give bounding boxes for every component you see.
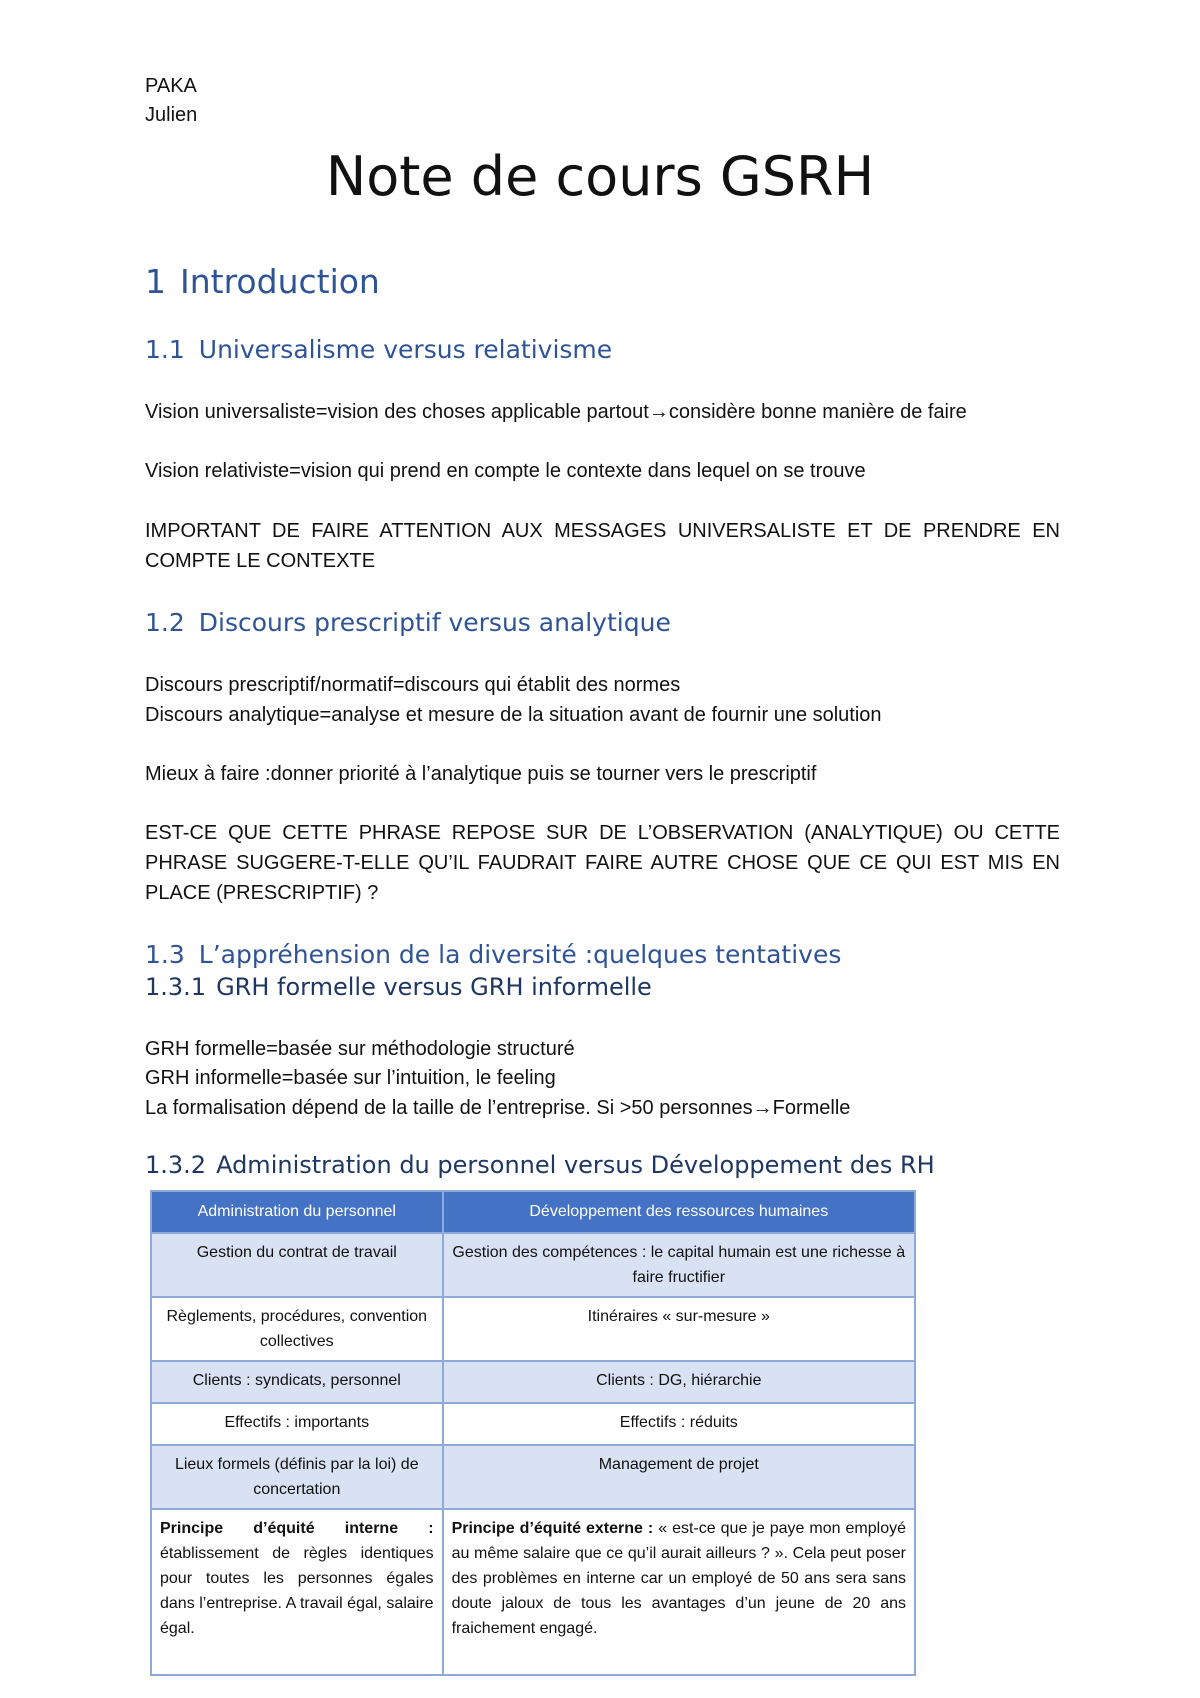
column-header: Développement des ressources humaines: [443, 1191, 915, 1233]
heading-number: 1.2: [145, 608, 185, 637]
principle-label: Principe d’équité interne :: [160, 1520, 434, 1537]
paragraph: GRH formelle=basée sur méthodologie structuré: [145, 1038, 575, 1060]
table-cell: Itinéraires « sur-mesure »: [443, 1297, 915, 1361]
principle-text: établissement de règles identiques pour toutes les personnes égales dans l’entreprise. A travail égal, salaire égal.: [160, 1545, 434, 1637]
paragraph: Mieux à faire :donner priorité à l’analytique puis se tourner vers le prescriptif: [145, 763, 817, 785]
heading-text: L’appréhension de la diversité :quelques tentatives: [198, 940, 842, 969]
table-cell: Lieux formels (définis par la loi) de concertation: [151, 1445, 443, 1509]
heading-1-2: [145, 608, 671, 637]
author-last-name: PAKA: [145, 75, 197, 97]
table-row: [151, 1445, 915, 1509]
paragraph: EST-CE QUE CETTE PHRASE REPOSE SUR DE L’OBSERVATION (ANALYTIQUE) OU CETTE PHRASE SUGGERE-T-ELLE QU’IL FAUDRAIT FAIRE AUTRE CHOSE QUE CE QUI EST MIS EN PLACE (PRESCRIPTIF) ?: [145, 822, 1060, 904]
table-cell: Clients : DG, hiérarchie: [443, 1361, 915, 1403]
principle-label: Principe d’équité externe :: [451, 1520, 654, 1537]
heading-1-3-2: [145, 1151, 935, 1179]
heading-number: 1.3: [145, 940, 185, 969]
table-cell: Clients : syndicats, personnel: [151, 1361, 443, 1403]
heading-text: GRH formelle versus GRH informelle: [216, 973, 652, 1001]
heading-text: Universalisme versus relativisme: [198, 335, 613, 364]
paragraph: Vision universaliste=vision des choses applicable partout→considère bonne manière de faire: [145, 401, 967, 423]
heading-number: 1: [145, 262, 166, 301]
paragraph: GRH informelle=basée sur l’intuition, le feeling: [145, 1067, 556, 1089]
paragraph: Discours prescriptif/normatif=discours qui établit des normes: [145, 674, 681, 696]
heading-number: 1.1: [145, 335, 185, 364]
table-cell: Règlements, procédures, convention collectives: [151, 1297, 443, 1361]
heading-number: 1.3.2: [145, 1151, 207, 1179]
table-row: [151, 1403, 915, 1445]
heading-text: Discours prescriptif versus analytique: [198, 608, 671, 637]
paragraph: IMPORTANT DE FAIRE ATTENTION AUX MESSAGES UNIVERSALISTE ET DE PRENDRE EN COMPTE LE CONTEXTE: [145, 520, 1060, 572]
table-row: [151, 1233, 915, 1297]
comparison-table: [150, 1190, 916, 1676]
table-cell: Effectifs : importants: [151, 1403, 443, 1445]
heading-1-3: [145, 940, 841, 969]
heading-1-3-1: [145, 973, 652, 1001]
table-cell: [443, 1509, 915, 1675]
author-first-name: Julien: [145, 104, 198, 126]
table-header-row: [151, 1191, 915, 1233]
paragraph: La formalisation dépend de la taille de l’entreprise. Si >50 personnes→Formelle: [145, 1097, 851, 1119]
column-header: Administration du personnel: [151, 1191, 443, 1233]
paragraph: Vision relativiste=vision qui prend en compte le contexte dans lequel on se trouve: [145, 460, 866, 482]
heading-introduction: [145, 262, 380, 301]
table-cell: Gestion des compétences : le capital humain est une richesse à faire fructifier: [443, 1233, 915, 1297]
table-row: [151, 1297, 915, 1361]
table-cell: Management de projet: [443, 1445, 915, 1509]
paragraph: Discours analytique=analyse et mesure de la situation avant de fournir une solution: [145, 704, 882, 726]
document-title: Note de cours GSRH: [325, 145, 875, 208]
heading-number: 1.3.1: [145, 973, 207, 1001]
table-cell: Gestion du contrat de travail: [151, 1233, 443, 1297]
heading-text: Administration du personnel versus Développement des RH: [216, 1151, 935, 1179]
table-row: [151, 1509, 915, 1675]
table-cell: [151, 1509, 443, 1675]
heading-text: Introduction: [180, 262, 380, 301]
table-row: [151, 1361, 915, 1403]
heading-1-1: [145, 335, 612, 364]
table-cell: Effectifs : réduits: [443, 1403, 915, 1445]
principle-text: « est-ce que je paye mon employé au même salaire que ce qu’il aurait ailleurs ? ». Cela peut poser des problèmes en interne car un employé de 50 ans sera sans doute jaloux de tous les avantages d’un jeune de 20 ans fraichement engagé.: [451, 1520, 907, 1637]
